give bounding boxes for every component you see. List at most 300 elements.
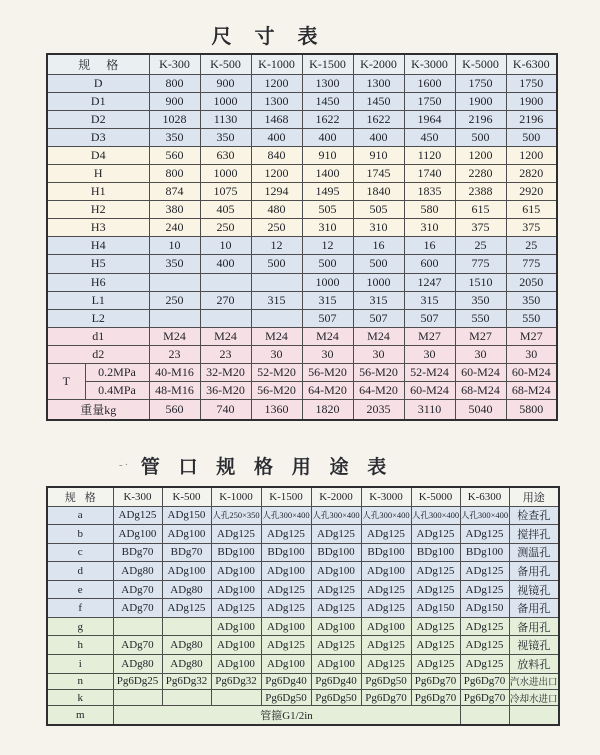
port-cell-h-1: ADg80 <box>162 636 211 655</box>
size-row-label-D1: D1 <box>47 93 149 111</box>
port-col-header-K-6300: K-6300 <box>460 487 509 506</box>
port-cell-a-7: 人孔300×400 <box>460 506 509 525</box>
size-cell-D1-2: 1300 <box>251 93 302 111</box>
size-cell-D4-0: 560 <box>149 147 200 165</box>
port-cell-e-3: ADg125 <box>261 580 311 599</box>
size-row-L1 <box>47 291 557 309</box>
size-cell-H5-2: 500 <box>251 255 302 273</box>
size-cell-H4-2: 12 <box>251 237 302 255</box>
size-cell-H4-3: 12 <box>302 237 353 255</box>
port-usage-header: 用途 <box>509 487 559 506</box>
port-cell-h-5: ADg125 <box>361 636 411 655</box>
size-cell-H-3: 1400 <box>302 165 353 183</box>
size-cell-T1-2: 56-M20 <box>251 381 302 399</box>
port-cell-k-2 <box>211 689 261 705</box>
port-cell-f-2: ADg125 <box>211 599 261 618</box>
port-cell-k-0 <box>113 689 162 705</box>
size-row-label-H2: H2 <box>47 201 149 219</box>
size-cell-H6-6: 1510 <box>455 273 506 291</box>
port-cell-g-6: ADg125 <box>411 617 460 636</box>
size-cell-H2-3: 505 <box>302 201 353 219</box>
size-cell-T0-3: 56-M20 <box>302 363 353 381</box>
size-cell-T0-6: 60-M24 <box>455 363 506 381</box>
port-usage-a: 检查孔 <box>509 506 559 525</box>
size-cell-H1-2: 1294 <box>251 183 302 201</box>
size-cell-L1-0: 250 <box>149 291 200 309</box>
size-col-header-K-300: K-300 <box>149 54 200 75</box>
port-cell-f-1: ADg125 <box>162 599 211 618</box>
size-col-header-K-3000: K-3000 <box>404 54 455 75</box>
size-cell-D3-3: 400 <box>302 129 353 147</box>
size-cell-H-5: 1740 <box>404 165 455 183</box>
port-cell-f-6: ADg150 <box>411 599 460 618</box>
port-row-m <box>47 706 559 725</box>
port-cell-n-1: Pg6Dg32 <box>162 673 211 689</box>
size-cell-H4-7: 25 <box>506 237 557 255</box>
size-cell-D3-2: 400 <box>251 129 302 147</box>
size-cell-H1-5: 1835 <box>404 183 455 201</box>
size-cell-L2-5: 507 <box>404 309 455 327</box>
size-cell-H1-0: 874 <box>149 183 200 201</box>
size-cell-H1-3: 1495 <box>302 183 353 201</box>
size-cell-H-1: 1000 <box>200 165 251 183</box>
size-row-H6 <box>47 273 557 291</box>
size-cell-T1-0: 48-M16 <box>149 381 200 399</box>
size-cell-H3-6: 375 <box>455 219 506 237</box>
size-row-label-D3: D3 <box>47 129 149 147</box>
size-row-weight <box>47 399 557 420</box>
port-usage-f: 备用孔 <box>509 599 559 618</box>
size-cell-H6-2 <box>251 273 302 291</box>
size-row-H5 <box>47 255 557 273</box>
size-cell-T0-2: 52-M20 <box>251 363 302 381</box>
size-cell-L2-2 <box>251 309 302 327</box>
port-cell-m-empty-2 <box>509 706 559 725</box>
port-cell-b-0: ADg100 <box>113 525 162 544</box>
size-cell-D-5: 1600 <box>404 75 455 93</box>
port-cell-d-5: ADg100 <box>361 562 411 581</box>
port-cell-f-0: ADg70 <box>113 599 162 618</box>
port-cell-i-4: ADg100 <box>311 654 361 673</box>
port-row-label-c: c <box>47 543 113 562</box>
size-cell-weight-5: 3110 <box>404 399 455 420</box>
port-table-title: 管 口 规 格 用 途 表 <box>140 457 394 478</box>
port-usage-b: 搅拌孔 <box>509 525 559 544</box>
size-cell-D-1: 900 <box>200 75 251 93</box>
size-cell-H1-7: 2920 <box>506 183 557 201</box>
port-cell-a-2: 人孔250×350 <box>211 506 261 525</box>
size-cell-T0-1: 32-M20 <box>200 363 251 381</box>
port-cell-g-4: ADg100 <box>311 617 361 636</box>
size-cell-H4-5: 16 <box>404 237 455 255</box>
size-cell-H-0: 800 <box>149 165 200 183</box>
size-cell-H3-3: 310 <box>302 219 353 237</box>
port-row-h <box>47 636 559 655</box>
port-col-header-K-300: K-300 <box>113 487 162 506</box>
size-cell-D2-7: 2196 <box>506 111 557 129</box>
port-cell-h-7: ADg125 <box>460 636 509 655</box>
size-t-sublabel-0.2MPa: 0.2MPa <box>85 363 149 381</box>
size-cell-H2-5: 580 <box>404 201 455 219</box>
port-col-header-K-2000: K-2000 <box>311 487 361 506</box>
port-cell-f-7: ADg150 <box>460 599 509 618</box>
port-cell-d-0: ADg80 <box>113 562 162 581</box>
port-col-header-K-5000: K-5000 <box>411 487 460 506</box>
size-cell-D4-3: 910 <box>302 147 353 165</box>
size-cell-D-7: 1750 <box>506 75 557 93</box>
size-cell-D2-4: 1622 <box>353 111 404 129</box>
size-cell-L2-1 <box>200 309 251 327</box>
size-row-d2 <box>47 345 557 363</box>
size-cell-T1-1: 36-M20 <box>200 381 251 399</box>
size-cell-D4-1: 630 <box>200 147 251 165</box>
port-row-label-k: k <box>47 689 113 705</box>
size-cell-L2-7: 550 <box>506 309 557 327</box>
port-cell-g-3: ADg100 <box>261 617 311 636</box>
size-cell-H2-7: 615 <box>506 201 557 219</box>
port-cell-k-1 <box>162 689 211 705</box>
size-cell-T1-7: 68-M24 <box>506 381 557 399</box>
size-row-label-D4: D4 <box>47 147 149 165</box>
port-table-header-row <box>47 487 559 506</box>
size-row-D4 <box>47 147 557 165</box>
port-cell-m-empty-1 <box>460 706 509 725</box>
size-cell-d1-1: M24 <box>200 327 251 345</box>
port-cell-i-1: ADg80 <box>162 654 211 673</box>
port-cell-a-6: 人孔300×400 <box>411 506 460 525</box>
port-cell-n-7: Pg6Dg70 <box>460 673 509 689</box>
port-row-c <box>47 543 559 562</box>
size-cell-H1-6: 2388 <box>455 183 506 201</box>
size-cell-H-4: 1745 <box>353 165 404 183</box>
port-row-g <box>47 617 559 636</box>
size-row-label-H6: H6 <box>47 273 149 291</box>
size-cell-T1-6: 68-M24 <box>455 381 506 399</box>
size-cell-weight-7: 5800 <box>506 399 557 420</box>
size-cell-H3-1: 250 <box>200 219 251 237</box>
port-cell-k-5: Pg6Dg70 <box>361 689 411 705</box>
size-cell-D3-5: 450 <box>404 129 455 147</box>
size-cell-H2-0: 380 <box>149 201 200 219</box>
size-cell-H3-4: 310 <box>353 219 404 237</box>
size-cell-H5-7: 775 <box>506 255 557 273</box>
port-cell-h-3: ADg125 <box>261 636 311 655</box>
port-row-label-i: i <box>47 654 113 673</box>
size-cell-H5-6: 775 <box>455 255 506 273</box>
size-cell-T0-0: 40-M16 <box>149 363 200 381</box>
size-cell-d1-7: M27 <box>506 327 557 345</box>
size-cell-T1-4: 64-M20 <box>353 381 404 399</box>
port-cell-a-4: 人孔300×400 <box>311 506 361 525</box>
size-cell-D1-7: 1900 <box>506 93 557 111</box>
size-table <box>46 53 558 421</box>
port-cell-k-4: Pg6Dg50 <box>311 689 361 705</box>
size-cell-d2-7: 30 <box>506 345 557 363</box>
size-cell-D1-3: 1450 <box>302 93 353 111</box>
size-cell-H6-3: 1000 <box>302 273 353 291</box>
size-cell-L1-1: 270 <box>200 291 251 309</box>
size-cell-D3-0: 350 <box>149 129 200 147</box>
size-cell-weight-1: 740 <box>200 399 251 420</box>
size-cell-H2-6: 615 <box>455 201 506 219</box>
size-row-T-0.4MPa <box>47 381 557 399</box>
port-usage-d: 备用孔 <box>509 562 559 581</box>
size-cell-D3-7: 500 <box>506 129 557 147</box>
size-cell-D3-4: 400 <box>353 129 404 147</box>
port-cell-n-2: Pg6Dg32 <box>211 673 261 689</box>
port-corner-label: 规格 <box>47 487 113 506</box>
port-row-label-n: n <box>47 673 113 689</box>
size-row-D1 <box>47 93 557 111</box>
port-row-label-a: a <box>47 506 113 525</box>
size-cell-H6-0 <box>149 273 200 291</box>
size-row-H2 <box>47 201 557 219</box>
size-cell-D1-4: 1450 <box>353 93 404 111</box>
port-cell-b-2: ADg125 <box>211 525 261 544</box>
size-cell-L1-3: 315 <box>302 291 353 309</box>
size-cell-D3-1: 350 <box>200 129 251 147</box>
size-cell-D2-5: 1964 <box>404 111 455 129</box>
size-row-L2 <box>47 309 557 327</box>
size-cell-T0-7: 60-M24 <box>506 363 557 381</box>
size-cell-D2-3: 1622 <box>302 111 353 129</box>
size-cell-D2-1: 1130 <box>200 111 251 129</box>
size-cell-H5-4: 500 <box>353 255 404 273</box>
size-cell-L1-5: 315 <box>404 291 455 309</box>
port-cell-i-0: ADg80 <box>113 654 162 673</box>
port-cell-i-2: ADg100 <box>211 654 261 673</box>
size-cell-H4-0: 10 <box>149 237 200 255</box>
size-cell-L1-4: 315 <box>353 291 404 309</box>
size-table-header-row <box>47 54 557 75</box>
port-cell-k-7: Pg6Dg70 <box>460 689 509 705</box>
port-cell-f-3: ADg125 <box>261 599 311 618</box>
port-row-k <box>47 689 559 705</box>
size-row-label-D2: D2 <box>47 111 149 129</box>
port-cell-e-4: ADg125 <box>311 580 361 599</box>
port-cell-c-4: BDg100 <box>311 543 361 562</box>
port-row-label-b: b <box>47 525 113 544</box>
port-cell-g-1 <box>162 617 211 636</box>
size-cell-d1-0: M24 <box>149 327 200 345</box>
size-cell-T0-4: 56-M20 <box>353 363 404 381</box>
port-row-i <box>47 654 559 673</box>
size-t-label: T <box>47 363 85 399</box>
size-cell-d2-0: 23 <box>149 345 200 363</box>
size-row-label-L1: L1 <box>47 291 149 309</box>
size-cell-D-6: 1750 <box>455 75 506 93</box>
port-cell-e-6: ADg125 <box>411 580 460 599</box>
port-cell-g-5: ADg100 <box>361 617 411 636</box>
size-cell-D2-6: 2196 <box>455 111 506 129</box>
port-row-label-h: h <box>47 636 113 655</box>
port-row-a <box>47 506 559 525</box>
port-row-label-g: g <box>47 617 113 636</box>
size-cell-d1-4: M24 <box>353 327 404 345</box>
size-col-header-K-5000: K-5000 <box>455 54 506 75</box>
port-usage-k: 冷却水进口 <box>509 689 559 705</box>
port-cell-i-5: ADg125 <box>361 654 411 673</box>
size-col-header-K-2000: K-2000 <box>353 54 404 75</box>
port-cell-c-3: BDg100 <box>261 543 311 562</box>
size-cell-L2-0 <box>149 309 200 327</box>
size-row-label-H1: H1 <box>47 183 149 201</box>
size-cell-D2-0: 1028 <box>149 111 200 129</box>
port-cell-n-0: Pg6Dg25 <box>113 673 162 689</box>
size-cell-H5-1: 400 <box>200 255 251 273</box>
size-cell-H4-4: 16 <box>353 237 404 255</box>
size-cell-T1-5: 60-M24 <box>404 381 455 399</box>
port-merged-cell: 管箍G1/2in <box>113 706 460 725</box>
size-cell-d2-4: 30 <box>353 345 404 363</box>
size-cell-L1-6: 350 <box>455 291 506 309</box>
size-cell-H5-0: 350 <box>149 255 200 273</box>
size-cell-L1-7: 350 <box>506 291 557 309</box>
size-row-H1 <box>47 183 557 201</box>
port-cell-b-7: ADg125 <box>460 525 509 544</box>
size-cell-d1-2: M24 <box>251 327 302 345</box>
port-cell-b-4: ADg125 <box>311 525 361 544</box>
port-cell-d-4: ADg100 <box>311 562 361 581</box>
port-cell-h-2: ADg100 <box>211 636 261 655</box>
port-cell-d-2: ADg100 <box>211 562 261 581</box>
port-row-label-m: m <box>47 706 113 725</box>
size-cell-H4-1: 10 <box>200 237 251 255</box>
port-cell-b-3: ADg125 <box>261 525 311 544</box>
size-cell-H3-5: 310 <box>404 219 455 237</box>
size-cell-d1-6: M27 <box>455 327 506 345</box>
size-cell-d1-5: M27 <box>404 327 455 345</box>
port-cell-i-6: ADg125 <box>411 654 460 673</box>
port-cell-e-2: ADg100 <box>211 580 261 599</box>
size-col-header-K-6300: K-6300 <box>506 54 557 75</box>
size-cell-d2-6: 30 <box>455 345 506 363</box>
size-row-label-L2: L2 <box>47 309 149 327</box>
port-cell-k-6: Pg6Dg70 <box>411 689 460 705</box>
size-cell-d1-3: M24 <box>302 327 353 345</box>
port-row-label-e: e <box>47 580 113 599</box>
size-row-T-0.2MPa <box>47 363 557 381</box>
port-cell-g-2: ADg100 <box>211 617 261 636</box>
port-cell-a-3: 人孔300×400 <box>261 506 311 525</box>
port-cell-c-6: BDg100 <box>411 543 460 562</box>
size-row-H4 <box>47 237 557 255</box>
port-usage-h: 视镜孔 <box>509 636 559 655</box>
port-row-label-f: f <box>47 599 113 618</box>
port-cell-a-1: ADg150 <box>162 506 211 525</box>
size-col-header-K-500: K-500 <box>200 54 251 75</box>
size-cell-H5-3: 500 <box>302 255 353 273</box>
port-cell-c-2: BDg100 <box>211 543 261 562</box>
size-cell-H-2: 1200 <box>251 165 302 183</box>
size-cell-H2-4: 505 <box>353 201 404 219</box>
size-cell-D1-5: 1750 <box>404 93 455 111</box>
size-cell-weight-4: 2035 <box>353 399 404 420</box>
size-row-label-H: H <box>47 165 149 183</box>
size-cell-H4-6: 25 <box>455 237 506 255</box>
size-cell-H1-4: 1840 <box>353 183 404 201</box>
size-weight-label: 重量kg <box>47 399 149 420</box>
port-cell-b-6: ADg125 <box>411 525 460 544</box>
port-cell-n-6: Pg6Dg70 <box>411 673 460 689</box>
size-cell-D4-6: 1200 <box>455 147 506 165</box>
size-cell-weight-6: 5040 <box>455 399 506 420</box>
size-row-label-D: D <box>47 75 149 93</box>
port-row-b <box>47 525 559 544</box>
size-cell-D-2: 1200 <box>251 75 302 93</box>
port-cell-c-1: BDg70 <box>162 543 211 562</box>
port-usage-n: 汽水进出口 <box>509 673 559 689</box>
port-cell-c-0: BDg70 <box>113 543 162 562</box>
port-row-d <box>47 562 559 581</box>
size-cell-D-3: 1300 <box>302 75 353 93</box>
size-cell-H-6: 2280 <box>455 165 506 183</box>
port-cell-i-7: ADg125 <box>460 654 509 673</box>
size-cell-H6-1 <box>200 273 251 291</box>
port-cell-d-1: ADg100 <box>162 562 211 581</box>
size-cell-H1-1: 1075 <box>200 183 251 201</box>
port-cell-e-1: ADg80 <box>162 580 211 599</box>
port-cell-c-7: BDg100 <box>460 543 509 562</box>
size-col-header-K-1500: K-1500 <box>302 54 353 75</box>
size-cell-H6-7: 2050 <box>506 273 557 291</box>
port-cell-g-7: ADg125 <box>460 617 509 636</box>
size-cell-d2-2: 30 <box>251 345 302 363</box>
size-cell-L2-4: 507 <box>353 309 404 327</box>
port-cell-d-3: ADg100 <box>261 562 311 581</box>
port-row-e <box>47 580 559 599</box>
size-cell-L1-2: 315 <box>251 291 302 309</box>
port-cell-a-0: ADg125 <box>113 506 162 525</box>
size-cell-T1-3: 64-M20 <box>302 381 353 399</box>
size-row-D3 <box>47 129 557 147</box>
port-cell-b-1: ADg100 <box>162 525 211 544</box>
port-cell-f-4: ADg125 <box>311 599 361 618</box>
size-row-d1 <box>47 327 557 345</box>
size-cell-H6-4: 1000 <box>353 273 404 291</box>
size-row-label-d1: d1 <box>47 327 149 345</box>
size-row-D <box>47 75 557 93</box>
port-cell-n-5: Pg6Dg50 <box>361 673 411 689</box>
size-cell-L2-3: 507 <box>302 309 353 327</box>
size-cell-D4-2: 840 <box>251 147 302 165</box>
size-cell-H2-1: 405 <box>200 201 251 219</box>
port-cell-a-5: 人孔300×400 <box>361 506 411 525</box>
port-cell-d-6: ADg125 <box>411 562 460 581</box>
port-cell-k-3: Pg6Dg50 <box>261 689 311 705</box>
size-row-label-H4: H4 <box>47 237 149 255</box>
port-col-header-K-1500: K-1500 <box>261 487 311 506</box>
size-cell-H6-5: 1247 <box>404 273 455 291</box>
size-cell-D1-6: 1900 <box>455 93 506 111</box>
port-usage-g: 备用孔 <box>509 617 559 636</box>
size-cell-H-7: 2820 <box>506 165 557 183</box>
port-row-label-d: d <box>47 562 113 581</box>
port-cell-g-0 <box>113 617 162 636</box>
port-col-header-K-500: K-500 <box>162 487 211 506</box>
size-t-sublabel-0.4MPa: 0.4MPa <box>85 381 149 399</box>
size-cell-d2-3: 30 <box>302 345 353 363</box>
port-cell-i-3: ADg100 <box>261 654 311 673</box>
size-cell-T0-5: 52-M24 <box>404 363 455 381</box>
port-usage-i: 放料孔 <box>509 654 559 673</box>
size-cell-D4-7: 1200 <box>506 147 557 165</box>
size-row-label-H5: H5 <box>47 255 149 273</box>
port-cell-e-5: ADg125 <box>361 580 411 599</box>
port-cell-h-6: ADg125 <box>411 636 460 655</box>
port-cell-b-5: ADg125 <box>361 525 411 544</box>
size-cell-d2-5: 30 <box>404 345 455 363</box>
